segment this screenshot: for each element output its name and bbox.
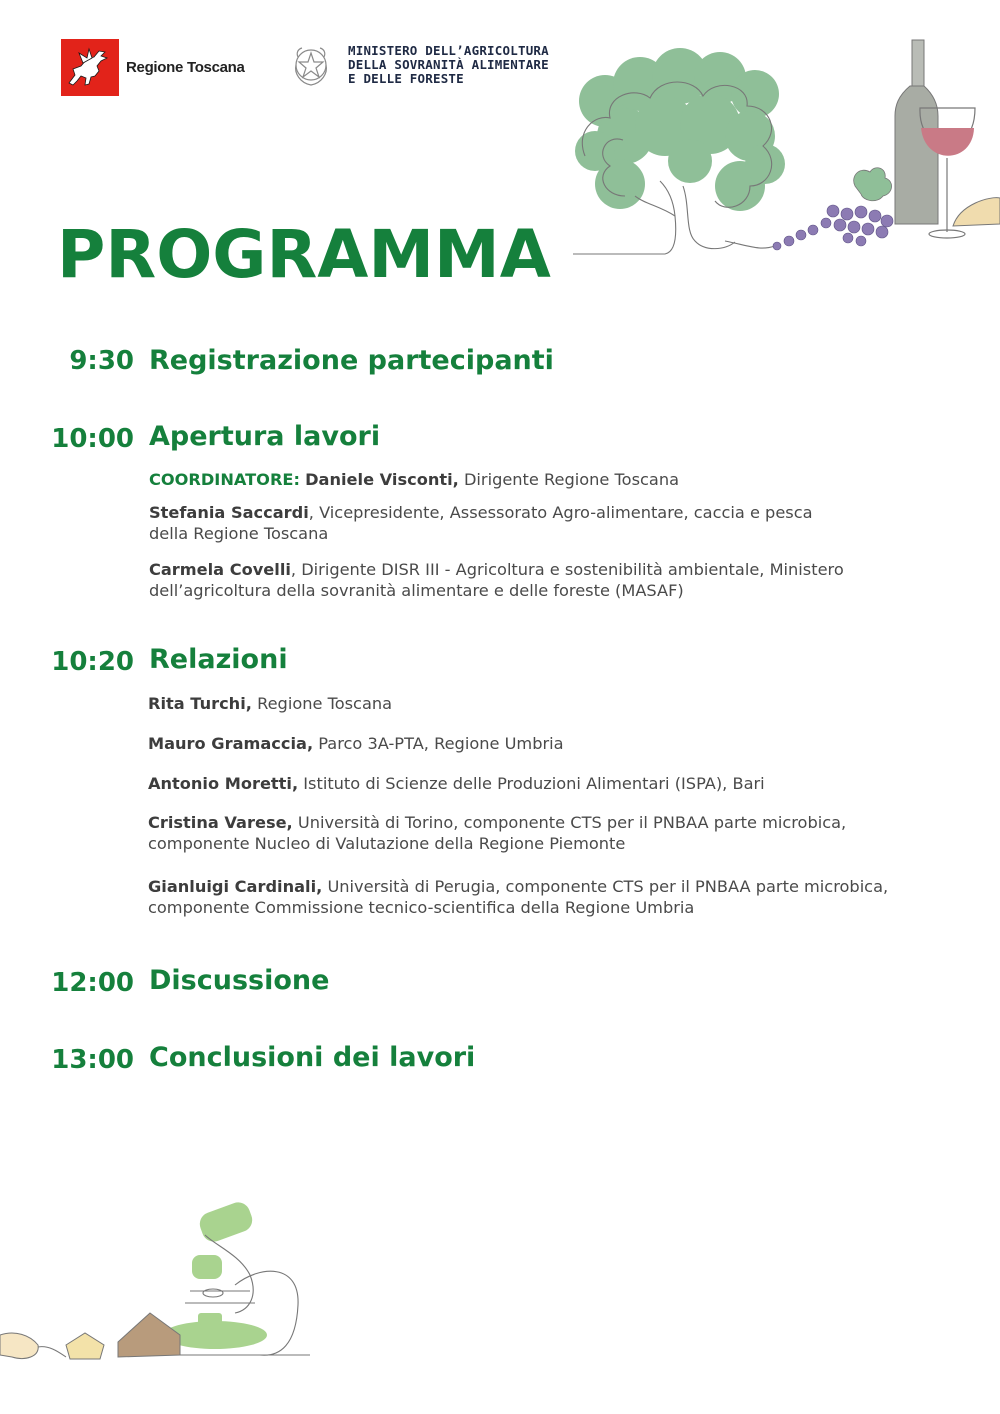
speaker-entry <box>148 812 846 854</box>
speaker-role-continued: della Regione Toscana <box>149 524 329 543</box>
regione-toscana-logo <box>61 39 119 96</box>
speaker-role-continued: componente Commissione tecnico-scientifica della Regione Umbria <box>148 898 695 917</box>
grape-leaf <box>854 168 892 201</box>
cheese-piece <box>66 1333 104 1359</box>
time-label: 10:20 <box>51 647 134 677</box>
speaker-role: Regione Toscana <box>257 694 393 713</box>
speaker-entry <box>148 733 564 754</box>
speaker-name: Mauro Gramaccia, <box>148 734 314 753</box>
ministero-line-3: E DELLE FORESTE <box>348 71 464 86</box>
speaker-entry <box>148 773 765 794</box>
session-title: Discussione <box>149 965 330 996</box>
session-title: Relazioni <box>149 644 288 675</box>
speaker-role: , Dirigente DISR III - Agricoltura e sostenibilità ambientale, Ministero <box>290 560 844 579</box>
time-label: 9:30 <box>69 346 134 376</box>
speaker-role-continued: componente Nucleo di Valutazione della Regione Piemonte <box>148 834 626 853</box>
ministero-line-1: MINISTERO DELL’AGRICOLTURA <box>348 43 549 58</box>
speaker-role: Dirigente Regione Toscana <box>463 470 680 489</box>
bread-slices <box>0 1333 38 1358</box>
speaker-role-continued: dell’agricoltura della sovranità alimentare e delle foreste (MASAF) <box>149 581 684 600</box>
coordinator-label: COORDINATORE: <box>149 470 300 489</box>
speaker-entry <box>148 876 888 918</box>
coordinator-entry <box>149 469 679 490</box>
microscope-cheese-illustration <box>0 1195 320 1370</box>
speaker-name: Rita Turchi, <box>148 694 252 713</box>
speaker-role: Università di Torino, componente CTS per il PNBAA parte microbica, <box>297 813 847 832</box>
speaker-name: Cristina Varese, <box>148 813 293 832</box>
speaker-name: Stefania Saccardi <box>149 503 309 522</box>
tree-wine-grapes-illustration <box>565 36 1000 260</box>
speaker-name: Antonio Moretti, <box>148 774 299 793</box>
session-title: Apertura lavori <box>149 421 381 452</box>
bread <box>953 198 1000 226</box>
speaker-entry <box>148 693 392 714</box>
session-title: Conclusioni dei lavori <box>149 1042 476 1073</box>
tree-foliage <box>575 48 785 211</box>
microscope <box>163 1199 267 1349</box>
speaker-name: Daniele Visconti, <box>305 470 459 489</box>
time-label: 13:00 <box>51 1045 134 1075</box>
cheese-wedge <box>118 1313 180 1357</box>
pegasus-icon <box>61 39 119 96</box>
time-label: 12:00 <box>51 968 134 998</box>
speaker-role: , Vicepresidente, Assessorato Agro-alimentare, caccia e pesca <box>308 503 813 522</box>
session-title: Registrazione partecipanti <box>149 345 554 376</box>
speaker-name: Gianluigi Cardinali, <box>148 877 323 896</box>
speaker-entry <box>149 559 844 601</box>
republic-emblem-icon <box>290 43 332 89</box>
grapes <box>773 205 893 250</box>
speaker-entry <box>149 502 813 544</box>
speaker-role: Parco 3A-PTA, Regione Umbria <box>318 734 564 753</box>
speaker-name: Carmela Covelli <box>149 560 291 579</box>
time-label: 10:00 <box>51 424 134 454</box>
page-title: PROGRAMMA <box>57 216 551 293</box>
speaker-role: Istituto di Scienze delle Produzioni Alimentari (ISPA), Bari <box>303 774 765 793</box>
ministero-line-2: DELLA SOVRANITÀ ALIMENTARE <box>348 57 549 72</box>
regione-toscana-label: Regione Toscana <box>126 59 245 76</box>
speaker-role: Università di Perugia, componente CTS per il PNBAA parte microbica, <box>327 877 889 896</box>
ministero-label <box>348 44 549 86</box>
